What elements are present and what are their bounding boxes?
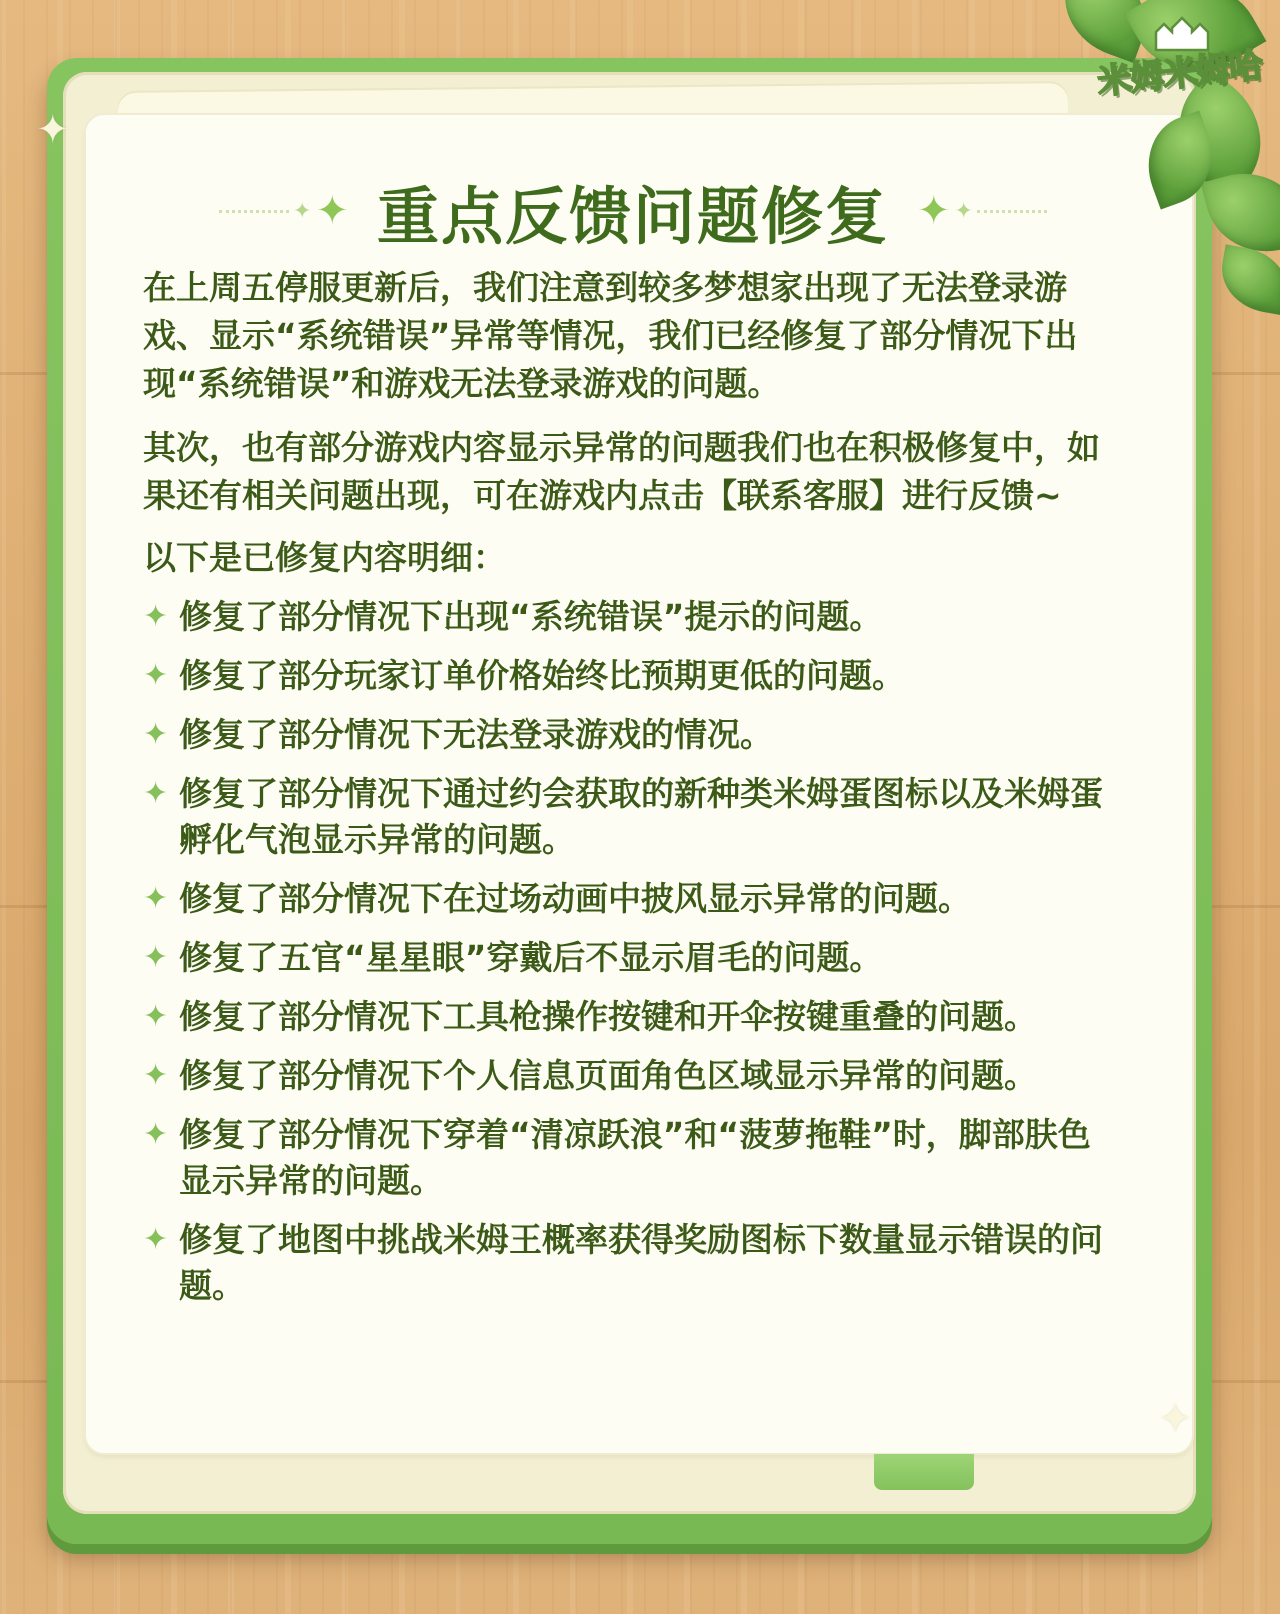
intro-paragraph: 在上周五停服更新后，我们注意到较多梦想家出现了无法登录游戏、显示“系统错误”异常等情况，我们已经修复了部分情况下出现“系统错误”和游戏无法登录游戏的问题。 xyxy=(143,268,1078,403)
sparkle-icon: ✦ xyxy=(143,999,169,1034)
title-decoration-right xyxy=(917,188,1047,234)
list-item xyxy=(143,712,1123,758)
list-item xyxy=(143,771,1123,863)
fix-list-heading: 以下是已修复内容明细： xyxy=(143,538,506,577)
sparkle-icon: ✦ xyxy=(917,188,951,234)
sparkle-icon: ✦ xyxy=(315,188,349,234)
fix-text: 修复了部分情况下在过场动画中披风显示异常的问题。 xyxy=(179,879,971,918)
bookmark-ribbon xyxy=(874,1454,974,1490)
fix-list xyxy=(143,594,1123,1309)
dotted-line xyxy=(977,210,1047,213)
sparkle-icon: ✦ xyxy=(954,198,973,224)
list-item xyxy=(143,935,1123,981)
fix-text: 修复了部分情况下穿着“清凉跃浪”和“菠萝拖鞋”时，脚部肤色显示异常的问题。 xyxy=(179,1115,1091,1200)
fix-text: 修复了部分情况下通过约会获取的新种类米姆蛋图标以及米姆蛋孵化气泡显示异常的问题。 xyxy=(179,774,1103,859)
list-item xyxy=(143,594,1123,640)
fix-text: 修复了部分玩家订单价格始终比预期更低的问题。 xyxy=(179,656,905,695)
list-item xyxy=(143,876,1123,922)
page-title: 重点反馈问题修复 xyxy=(376,179,889,253)
list-item xyxy=(143,1112,1123,1204)
sparkle-icon: ✦ xyxy=(36,107,70,153)
sparkle-icon: ✦ xyxy=(143,940,169,975)
sparkle-icon: ✦ xyxy=(143,717,169,752)
fix-text: 修复了部分情况下无法登录游戏的情况。 xyxy=(179,715,773,754)
sparkle-icon: ✦ xyxy=(143,1222,169,1257)
game-logo: 米姆米姆哈 xyxy=(1095,45,1265,103)
sparkle-icon: ✦ xyxy=(293,198,312,224)
fix-text: 修复了五官“星星眼”穿戴后不显示眉毛的问题。 xyxy=(179,938,883,977)
list-item xyxy=(143,1053,1123,1099)
leaf-icon xyxy=(1215,244,1280,315)
announcement-content xyxy=(143,168,1123,1322)
sparkle-icon: ✦ xyxy=(1158,1396,1192,1442)
title-decoration-left xyxy=(219,188,349,234)
list-item xyxy=(143,653,1123,699)
fix-text: 修复了部分情况下工具枪操作按键和开伞按键重叠的问题。 xyxy=(179,997,1037,1036)
fix-text: 修复了部分情况下出现“系统错误”提示的问题。 xyxy=(179,597,883,636)
fix-text: 修复了地图中挑战米姆王概率获得奖励图标下数量显示错误的问题。 xyxy=(179,1220,1103,1305)
sparkle-icon: ✦ xyxy=(143,599,169,634)
sparkle-icon: ✦ xyxy=(143,1117,169,1152)
sparkle-icon: ✦ xyxy=(143,776,169,811)
title-row xyxy=(143,168,1123,254)
sparkle-icon: ✦ xyxy=(143,881,169,916)
feedback-paragraph: 其次，也有部分游戏内容显示异常的问题我们也在积极修复中，如果还有相关问题出现，可在游戏内点击【联系客服】进行反馈~ xyxy=(143,428,1100,515)
list-item xyxy=(143,994,1123,1040)
list-item xyxy=(143,1217,1123,1309)
sparkle-icon: ✦ xyxy=(143,658,169,693)
fix-text: 修复了部分情况下个人信息页面角色区域显示异常的问题。 xyxy=(179,1056,1037,1095)
dotted-line xyxy=(219,210,289,213)
sparkle-icon: ✦ xyxy=(143,1058,169,1093)
